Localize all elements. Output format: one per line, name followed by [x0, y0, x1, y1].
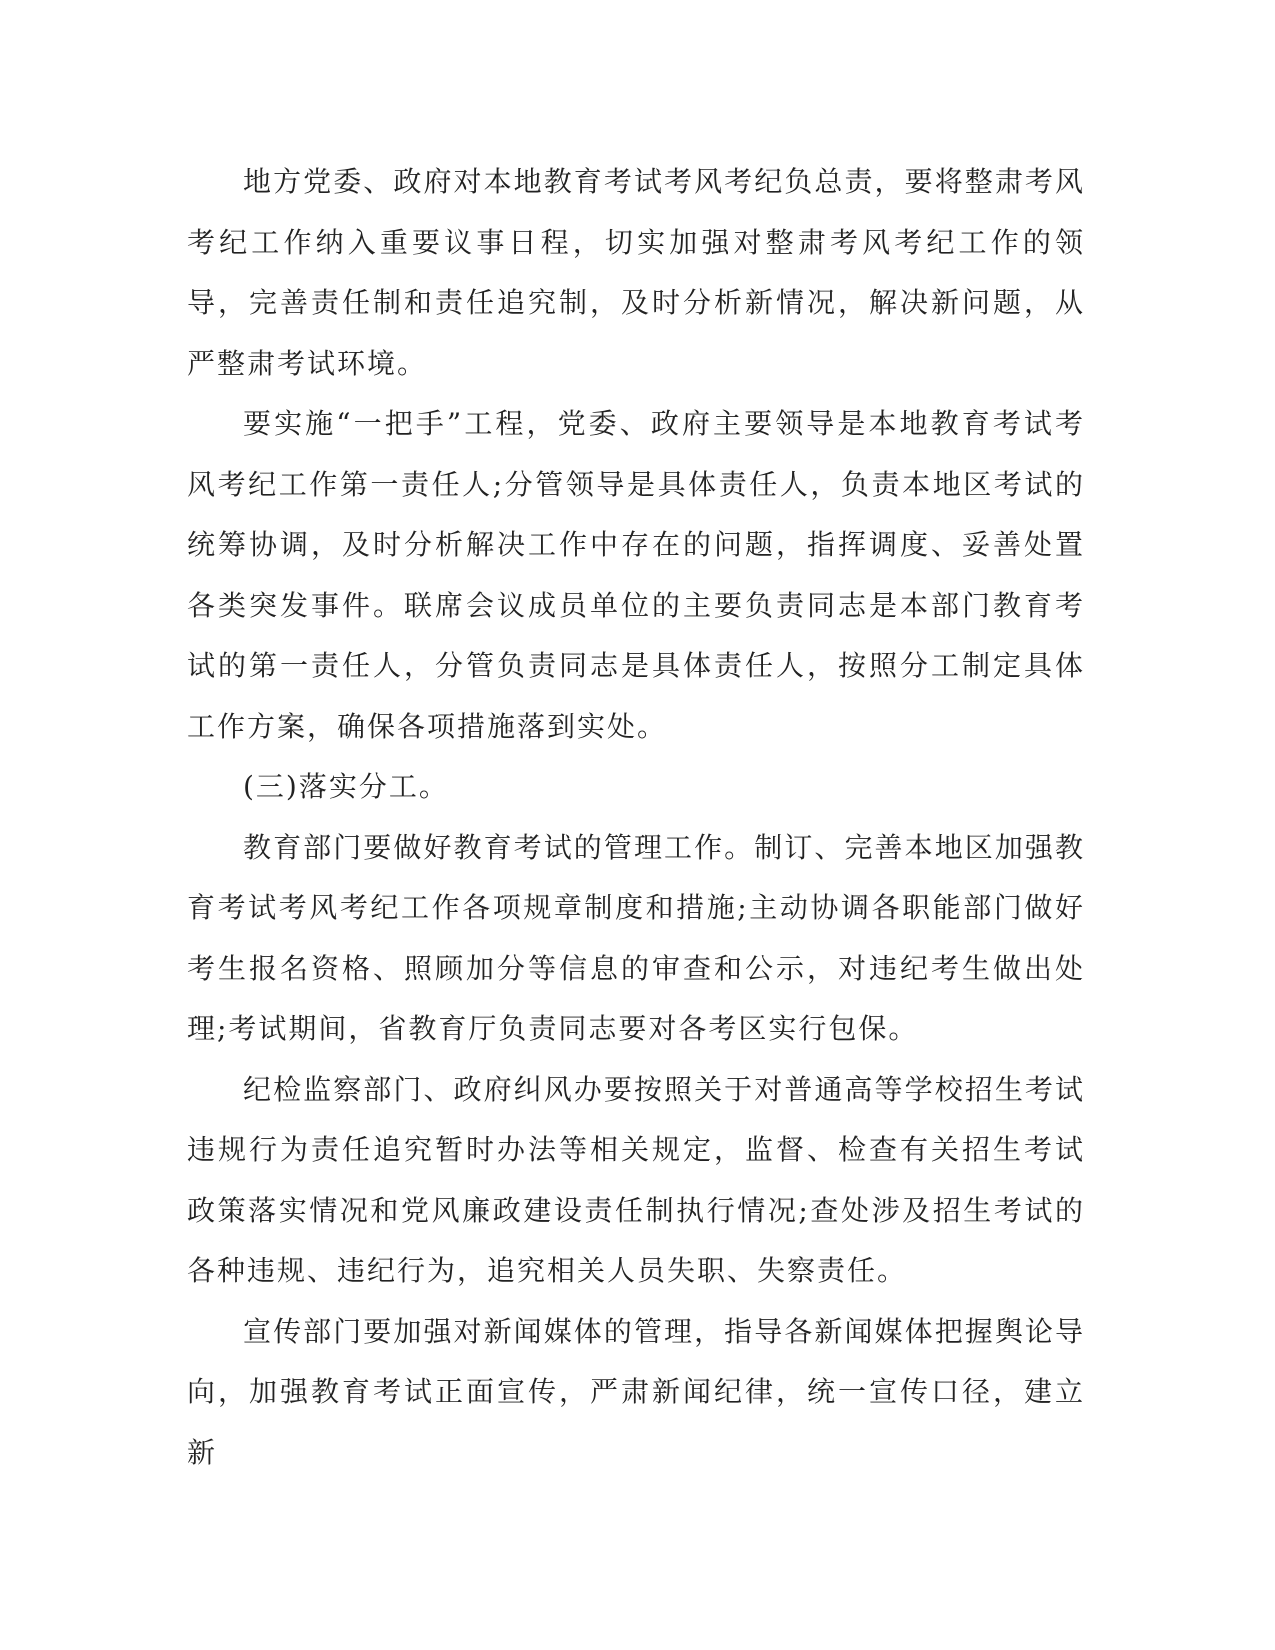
paragraph-5: 宣传部门要加强对新闻媒体的管理，指导各新闻媒体把握舆论导向，加强教育考试正面宣传，严肃新闻纪律，统一宣传口径，建立新	[187, 1314, 1085, 1469]
paragraph-3: 教育部门要做好教育考试的管理工作。制订、完善本地区加强教育考试考风考纪工作各项规章制度和措施;主动协调各职能部门做好考生报名资格、照顾加分等信息的审查和公示，对违纪考生做出处理;考试期间，省教育厅负责同志要对各考区实行包保。	[187, 830, 1085, 1045]
section-heading: (三)落实分工。	[243, 770, 449, 803]
paragraph-4: 纪检监察部门、政府纠风办要按照关于对普通高等学校招生考试违规行为责任追究暂时办法等相关规定，监督、检查有关招生考试政策落实情况和党风廉政建设责任制执行情况;查处涉及招生考试的各种违规、违纪行为，追究相关人员失职、失察责任。	[187, 1072, 1085, 1287]
document-body	[187, 152, 1085, 1483]
paragraph-1: 地方党委、政府对本地教育考试考风考纪负总责，要将整肃考风考纪工作纳入重要议事日程，切实加强对整肃考风考纪工作的领导，完善责任制和责任追究制，及时分析新情况，解决新问题，从严整肃考试环境。	[187, 165, 1085, 380]
paragraph-2: 要实施“一把手”工程，党委、政府主要领导是本地教育考试考风考纪工作第一责任人;分管领导是具体责任人，负责本地区考试的统筹协调，及时分析解决工作中存在的问题，指挥调度、妥善处置各类突发事件。联席会议成员单位的主要负责同志是本部门教育考试的第一责任人，分管负责同志是具体责任人，按照分工制定具体工作方案，确保各项措施落到实处。	[187, 407, 1085, 743]
